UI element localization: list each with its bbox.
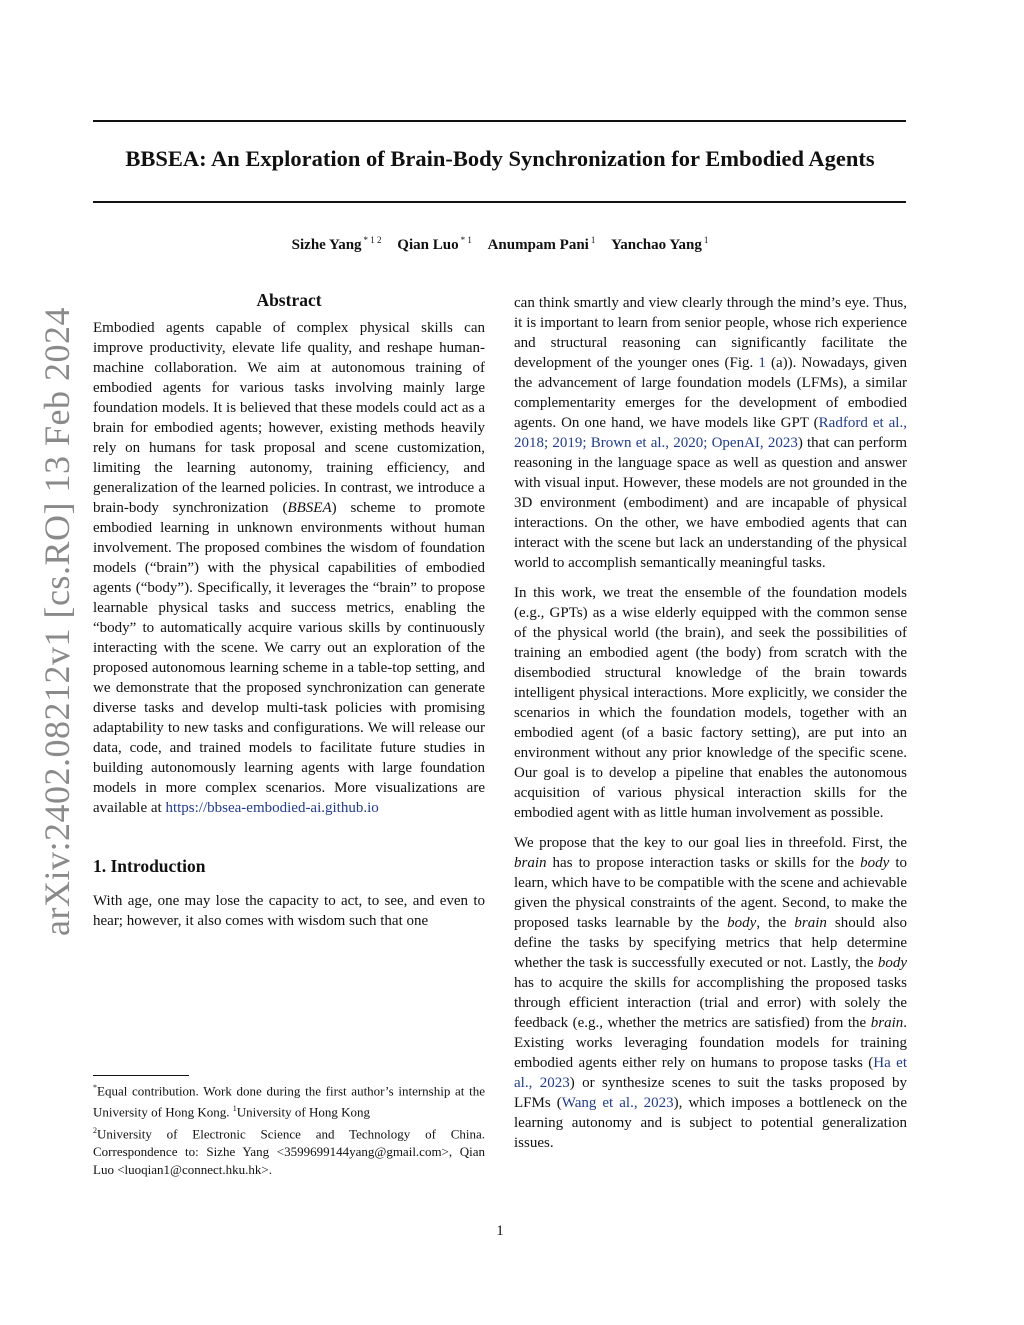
author-marks: 1 [590,235,596,245]
footnote-affiliation-2: University of Electronic Science and Technology of China. Correspondence to: Sizhe Yang <3599699144yang@gmail.com>, Qian Luo <luoqian1@connect.hku.hk>. [93,1125,485,1177]
text-span: can think smartly and view clearly through the mind’s eye. Thus, it is important to learn from senior people, whose rich experience and structural reasoning can significantly facilitate the development of the younger ones (Fig. [514,295,907,371]
paper-title: BBSEA: An Exploration of Brain-Body Synchronization for Embodied Agents [125,146,875,171]
footnote-mark: 1 [232,1104,237,1114]
paragraph-1 [514,293,907,573]
text-span: (a)). Nowadays, given the advancement of large foundation models (LFMs), a similar complementarity emerges for the development of embodied agents. On one hand, we have models like GPT ( [514,355,907,431]
body-term: body [860,855,890,871]
author-1 [292,237,382,253]
text-span: ) or synthesize scenes to suit the tasks proposed by LFMs ( [514,1075,907,1111]
brain-term: brain [870,1015,904,1031]
abstract-part-1: Embodied agents capable of complex physical skills can improve productivity, elevate life quality, and reshape human-machine collaboration. We aim at autonomous training of embodied agents for various tasks involving mainly large foundation models. It is believed that these models could act as a brain for embodied agents; however, existing methods heavily rely on humans for task proposal and scene customization, limiting the learning autonomy, training efficiency, and generalization of the learned policies. In contrast, we introduce a brain-body synchronization ( [93,320,485,516]
brain-term: brain [794,915,827,931]
text-span: should also define the tasks by specifying metrics that help determine whether the task is successfully executed or not. Lastly, the [514,915,907,971]
text-span: . Existing works leveraging foundation models for training embodied agents either rely on humans to propose tasks ( [514,1015,907,1071]
citation-ha[interactable]: Ha et al., 2023 [514,1055,907,1091]
abstract-part-2: ) scheme to promote embodied learning in unknown environments without human involvement. The proposed combines the wisdom of foundation models (“brain”) with the physical capabilities of embodied agents (“body”). Specifically, it leverages the “brain” to propose learnable physical tasks and success metrics, enabling the “body” to automatically acquire various skills by continuously interacting with the scene. We carry out an exploration of the proposed autonomous learning scheme in a table-top setting, and we demonstrate that the proposed synchronization can generate diverse tasks and develop multi-task policies with promising adaptability to new tasks and configurations. We will release our data, code, and trained models to facilitate future studies in building autonomously learning agents with large foundation models in more complex scenarios. More visualizations are available at [93,500,485,816]
author-marks: 1 [703,235,709,245]
text-span: ), which imposes a bottleneck on the learning autonomy and is subject to potential generalization issues. [514,1095,907,1151]
brain-term: brain [514,855,547,871]
body-term: body [877,955,907,971]
abstract-heading: Abstract [256,290,322,310]
author-3 [488,237,596,253]
footnotes [93,1079,485,1179]
citation-gpt[interactable]: Radford et al., 2018; 2019; Brown et al., 2020; OpenAI, 2023 [514,415,907,451]
text-span: has to propose interaction tasks or skills for the [546,855,861,871]
right-column [514,293,907,1163]
abstract-text [93,318,485,818]
author-marks: * 1 [460,235,472,245]
footnote-rule [93,1075,189,1076]
project-link[interactable]: https://bbsea-embodied-ai.github.io [165,800,379,816]
title-bottom-rule [93,201,906,203]
footnote-equal-contribution: Equal contribution. Work done during the first author’s internship at the University of Hong Kong. [93,1083,485,1120]
title-top-rule [93,120,906,122]
paragraph-2: In this work, we treat the ensemble of the foundation models (e.g., GPTs) as a wise elderly equipped with the common sense of the physical world (the brain), and seek the possibilities of training an embodied agent (the body) from scratch with the disembodied structural knowledge of the brain towards intelligent physical interactions. More explicitly, we consider the scenarios in which the foundation models, together with an embodied agent (of a basic factory setting), are put into an environment without any prior knowledge of the specific scene. Our goal is to develop a pipeline that enables the autonomous acquisition of various physical interaction skills for the embodied agent with as little human involvement as possible. [514,585,907,821]
text-span: to learn, which have to be compatible with the scene and achievable given the physical constraints of the agent. Second, to make the proposed tasks learnable by the [514,855,907,931]
text-span: We propose that the key to our goal lies in threefold. First, the [514,835,907,851]
text-span: has to acquire the skills for accomplishing the proposed tasks through efficient interaction (trial and error) with solely the feedback (e.g., whether the metrics are satisfied) from the [514,975,907,1031]
text-span: , the [756,915,795,931]
author-name: Anumpam Pani [487,237,589,253]
footnote-affiliation-1: University of Hong Kong [236,1104,370,1120]
author-list [60,235,940,254]
author-name: Yanchao Yang [611,237,702,253]
author-2 [397,237,472,253]
paragraph-3 [514,833,907,1153]
author-name: Sizhe Yang [291,237,362,253]
citation-wang[interactable]: Wang et al., 2023 [561,1095,674,1111]
introduction-heading: 1. Introduction [93,856,206,876]
body-term: body [727,915,757,931]
left-column [93,290,485,931]
author-marks: * 1 2 [363,235,382,245]
arxiv-watermark: arXiv:2402.08212v1 [cs.RO] 13 Feb 2024 [37,307,77,936]
footnote-mark: * [93,1083,97,1092]
text-span: ) that can perform reasoning in the language space as well as question and answer with visual input. However, these models are not grounded in the 3D environment (embodiment) and are incapable of physical interactions. On the other, we have embodied agents that can interact with the scene but lack an understanding of the physical world to accomplish semantically meaningful tasks. [514,435,907,571]
page-number: 1 [496,1223,504,1239]
author-name: Qian Luo [397,237,459,253]
figure-ref[interactable]: 1 [758,355,766,371]
bbsea-term: BBSEA [287,500,332,516]
footnote-mark: 2 [93,1125,97,1135]
author-4 [611,237,708,253]
introduction-paragraph: With age, one may lose the capacity to act, to see, and even to hear; however, it also comes with wisdom such that one [93,893,485,929]
